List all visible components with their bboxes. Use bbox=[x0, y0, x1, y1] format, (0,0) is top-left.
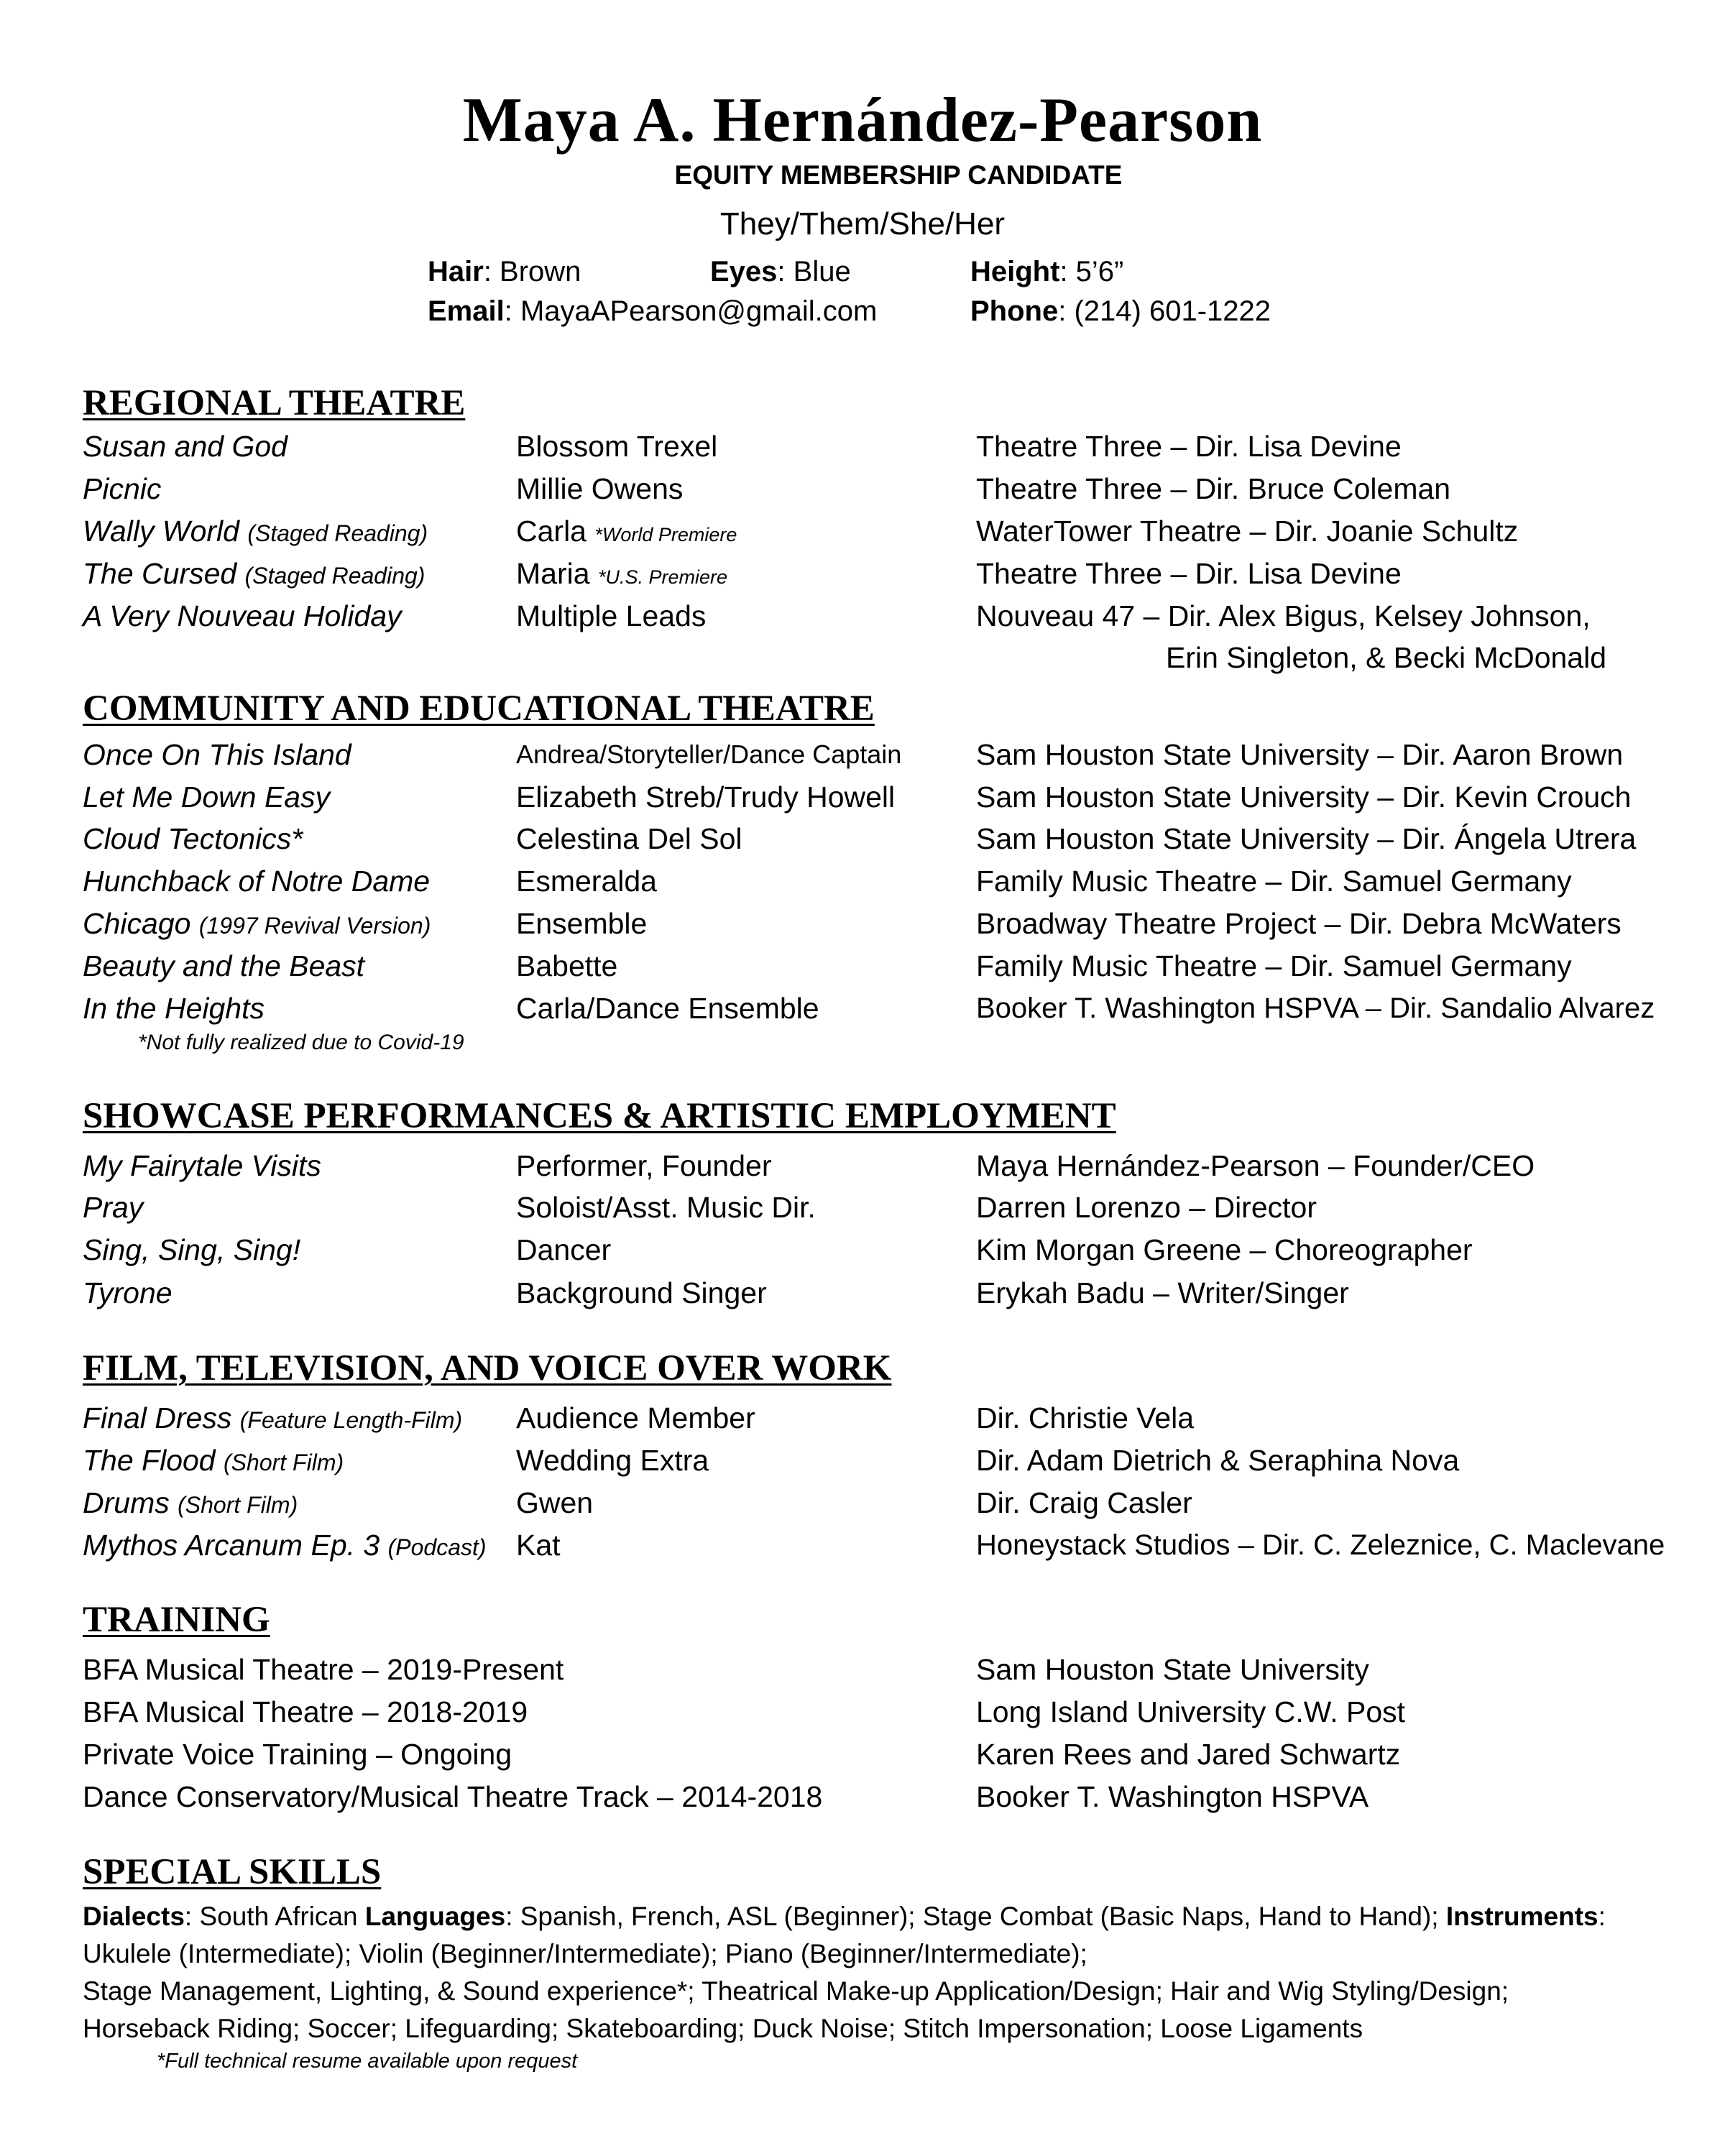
credit-row bbox=[0, 468, 1725, 510]
role: Esmeralda bbox=[516, 865, 657, 898]
title-note: (Podcast) bbox=[387, 1534, 487, 1560]
show-title: A Very Nouveau Holiday bbox=[83, 599, 402, 632]
training-row bbox=[0, 1649, 1725, 1690]
company-director: Sam Houston State University – Dir. Kevin Crouch bbox=[976, 780, 1632, 814]
show-title: Wally World (Staged Reading) bbox=[83, 515, 428, 548]
company-director: Dir. Craig Casler bbox=[976, 1486, 1192, 1519]
credit-row bbox=[0, 987, 1725, 1029]
training-school: Booker T. Washington HSPVA bbox=[976, 1780, 1369, 1813]
credit-row bbox=[0, 553, 1725, 594]
role-note: *World Premiere bbox=[594, 524, 737, 545]
credit-row bbox=[0, 1272, 1725, 1314]
role: Audience Member bbox=[516, 1401, 755, 1434]
heading-film-tv: FILM, TELEVISION, AND VOICE OVER WORK bbox=[83, 1348, 892, 1388]
training-school: Karen Rees and Jared Schwartz bbox=[976, 1738, 1401, 1771]
company-director: WaterTower Theatre – Dir. Joanie Schultz bbox=[976, 515, 1519, 548]
role: Millie Owens bbox=[516, 472, 684, 505]
membership-status: EQUITY MEMBERSHIP CANDIDATE bbox=[674, 160, 1123, 190]
company-director: Theatre Three – Dir. Bruce Coleman bbox=[976, 472, 1451, 505]
training-program: BFA Musical Theatre – 2018-2019 bbox=[83, 1695, 528, 1728]
company-director: Broadway Theatre Project – Dir. Debra McWaters bbox=[976, 907, 1622, 940]
title-note: (Staged Reading) bbox=[244, 563, 426, 589]
company-director: Darren Lorenzo – Director bbox=[976, 1191, 1317, 1224]
company-director: Sam Houston State University – Dir. Aaron Brown bbox=[976, 738, 1624, 771]
credit-row bbox=[0, 1397, 1725, 1439]
training-school: Long Island University C.W. Post bbox=[976, 1695, 1406, 1728]
hair-info: Hair: Brown bbox=[428, 256, 581, 287]
show-title: In the Heights bbox=[83, 992, 264, 1025]
skills-line-1: Dialects: South African Languages: Spanish, French, ASL (Beginner); Stage Combat (Basic Naps, Hand to Hand); Instruments: bbox=[83, 1902, 1606, 1931]
show-title: Let Me Down Easy bbox=[83, 780, 331, 814]
show-title: The Flood (Short Film) bbox=[83, 1444, 344, 1477]
company-director: Erykah Badu – Writer/Singer bbox=[976, 1276, 1349, 1309]
credit-row bbox=[0, 945, 1725, 987]
show-title: Drums (Short Film) bbox=[83, 1486, 298, 1519]
role: Kat bbox=[516, 1529, 561, 1562]
role: Blossom Trexel bbox=[516, 430, 718, 463]
credit-row bbox=[0, 1439, 1725, 1481]
skills-line-2: Ukulele (Intermediate); Violin (Beginner/Intermediate); Piano (Beginner/Intermediate); bbox=[83, 1939, 1087, 1968]
role: Background Singer bbox=[516, 1276, 767, 1309]
role: Multiple Leads bbox=[516, 599, 707, 632]
credit-row bbox=[0, 860, 1725, 902]
height-info: Height: 5’6” bbox=[970, 256, 1124, 287]
show-title: Tyrone bbox=[83, 1276, 172, 1309]
role: Elizabeth Streb/Trudy Howell bbox=[516, 780, 896, 814]
credit-row bbox=[0, 818, 1725, 860]
company-director: Kim Morgan Greene – Choreographer bbox=[976, 1233, 1473, 1266]
pronouns: They/Them/She/Her bbox=[719, 206, 1006, 241]
show-title: Chicago (1997 Revival Version) bbox=[83, 907, 431, 940]
resume-name: Maya A. Hernández-Pearson bbox=[462, 86, 1263, 155]
show-title: Hunchback of Notre Dame bbox=[83, 865, 431, 898]
title-note: (Short Film) bbox=[178, 1492, 298, 1518]
role: Gwen bbox=[516, 1486, 594, 1519]
credit-row bbox=[0, 1145, 1725, 1187]
credit-row bbox=[0, 595, 1725, 637]
company-director: Family Music Theatre – Dir. Samuel Germany bbox=[976, 949, 1572, 982]
show-title: My Fairytale Visits bbox=[83, 1149, 321, 1182]
email-info: Email: MayaAPearson@gmail.com bbox=[428, 295, 878, 327]
show-title: Pray bbox=[83, 1191, 144, 1224]
heading-training: TRAINING bbox=[83, 1600, 270, 1640]
phone-info: Phone: (214) 601-1222 bbox=[970, 295, 1271, 327]
title-note: (Staged Reading) bbox=[247, 520, 428, 546]
credit-row bbox=[0, 425, 1725, 467]
role: Dancer bbox=[516, 1233, 612, 1266]
company-director: Family Music Theatre – Dir. Samuel Germany bbox=[976, 865, 1572, 898]
show-title: Mythos Arcanum Ep. 3 (Podcast) bbox=[83, 1529, 487, 1562]
role-note: *U.S. Premiere bbox=[597, 566, 727, 588]
show-title: Picnic bbox=[83, 472, 162, 505]
heading-community-theatre: COMMUNITY AND EDUCATIONAL THEATRE bbox=[83, 688, 875, 729]
role: Andrea/Storyteller/Dance Captain bbox=[516, 740, 902, 769]
credit-row bbox=[0, 734, 1725, 775]
role: Wedding Extra bbox=[516, 1444, 709, 1477]
role: Celestina Del Sol bbox=[516, 822, 742, 855]
training-program: Dance Conservatory/Musical Theatre Track – 2014-2018 bbox=[83, 1780, 823, 1813]
title-note: (Feature Length-Film) bbox=[239, 1407, 463, 1433]
covid-footnote: *Not fully realized due to Covid-19 bbox=[138, 1031, 464, 1054]
credit-row bbox=[0, 510, 1725, 552]
training-row bbox=[0, 1733, 1725, 1775]
company-director: Nouveau 47 – Dir. Alex Bigus, Kelsey Johnson, bbox=[976, 599, 1591, 632]
heading-showcase: SHOWCASE PERFORMANCES & ARTISTIC EMPLOYMENT bbox=[83, 1096, 1116, 1136]
show-title: Beauty and the Beast bbox=[83, 949, 365, 982]
company-director: Theatre Three – Dir. Lisa Devine bbox=[976, 557, 1402, 590]
show-title: Final Dress (Feature Length-Film) bbox=[83, 1401, 463, 1434]
role: Maria *U.S. Premiere bbox=[516, 557, 727, 590]
role: Carla/Dance Ensemble bbox=[516, 992, 819, 1025]
role: Babette bbox=[516, 949, 618, 982]
company-director: Booker T. Washington HSPVA – Dir. Sandalio Alvarez bbox=[976, 992, 1655, 1024]
company-director: Sam Houston State University – Dir. Ángela Utrera bbox=[976, 822, 1637, 855]
company-director: Theatre Three – Dir. Lisa Devine bbox=[976, 430, 1402, 463]
show-title: Once On This Island bbox=[83, 738, 351, 771]
show-title: Cloud Tectonics* bbox=[83, 822, 303, 855]
show-title: Susan and God bbox=[83, 430, 288, 463]
company-director: Maya Hernández-Pearson – Founder/CEO bbox=[976, 1149, 1535, 1182]
credit-row bbox=[0, 903, 1725, 944]
show-title: The Cursed (Staged Reading) bbox=[83, 557, 426, 590]
training-program: Private Voice Training – Ongoing bbox=[83, 1738, 512, 1771]
heading-special-skills: SPECIAL SKILLS bbox=[83, 1852, 382, 1892]
skills-line-4: Horseback Riding; Soccer; Lifeguarding; Skateboarding; Duck Noise; Stitch Impersonation; Loose Ligaments bbox=[83, 2014, 1363, 2043]
company-director: Dir. Christie Vela bbox=[976, 1401, 1195, 1434]
role: Carla *World Premiere bbox=[516, 515, 737, 548]
training-program: BFA Musical Theatre – 2019-Present bbox=[83, 1653, 564, 1686]
credit-row bbox=[0, 1482, 1725, 1524]
heading-regional-theatre: REGIONAL THEATRE bbox=[83, 383, 466, 423]
credit-row bbox=[0, 1229, 1725, 1271]
training-school: Sam Houston State University bbox=[976, 1653, 1369, 1686]
credit-row bbox=[0, 1187, 1725, 1228]
company-director: Honeystack Studios – Dir. C. Zeleznice, C. Maclevane bbox=[976, 1529, 1665, 1561]
credit-row bbox=[0, 1524, 1725, 1566]
skills-line-3: Stage Management, Lighting, & Sound experience*; Theatrical Make-up Application/Design; Hair and Wig Styling/Design; bbox=[83, 1976, 1509, 2006]
company-director-continued: Erin Singleton, & Becki McDonald bbox=[1166, 641, 1607, 674]
title-note: (Short Film) bbox=[224, 1450, 344, 1475]
title-note: (1997 Revival Version) bbox=[198, 913, 431, 939]
role: Ensemble bbox=[516, 907, 648, 940]
credit-row-continuation bbox=[0, 637, 1725, 678]
company-director: Dir. Adam Dietrich & Seraphina Nova bbox=[976, 1444, 1460, 1477]
role: Performer, Founder bbox=[516, 1149, 772, 1182]
show-title: Sing, Sing, Sing! bbox=[83, 1233, 301, 1266]
role: Soloist/Asst. Music Dir. bbox=[516, 1191, 816, 1224]
credit-row bbox=[0, 776, 1725, 818]
training-row bbox=[0, 1776, 1725, 1818]
training-row bbox=[0, 1691, 1725, 1733]
technical-resume-footnote: *Full technical resume available upon request bbox=[157, 2050, 578, 2073]
eyes-info: Eyes: Blue bbox=[710, 256, 851, 287]
